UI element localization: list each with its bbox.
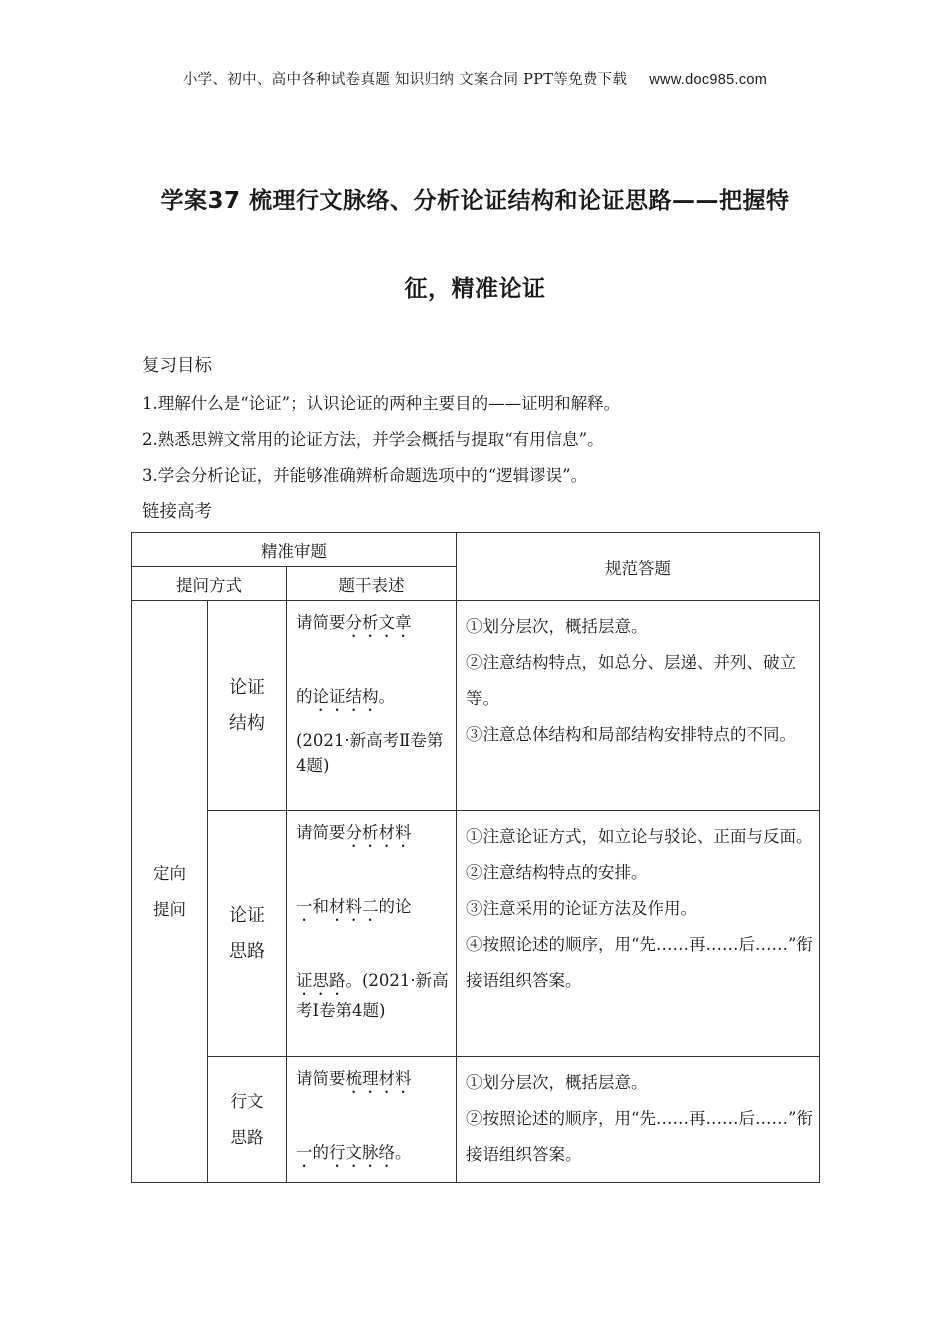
- row3-stem-b-mid: 的: [312, 1143, 329, 1162]
- row3-answer-2: ②按照论述的顺序，用“先……再……后……”衔接语组织答案。: [466, 1109, 813, 1164]
- row2-stem-b-dot: 一: [296, 897, 313, 916]
- review-goal-2: 2.熟悉思辨文常用的论证方法，并学会概括与提取“有用信息”。: [142, 430, 604, 449]
- row2-type: 论证思路: [229, 904, 265, 962]
- page-header: [0, 68, 950, 89]
- row2-stem-b-dot2: 材料二: [329, 897, 379, 916]
- row1-type-cell: [208, 601, 287, 811]
- review-goal-3: 3.学会分析论证，并能够准确辨析命题选项中的“逻辑谬误”。: [142, 466, 588, 485]
- row3-stem-b-end: 。: [395, 1143, 412, 1162]
- row3-answer-1: ①划分层次，概括层意。: [466, 1073, 648, 1092]
- row1-stem: [287, 601, 457, 811]
- row1-stem-b-end: 。: [378, 687, 395, 706]
- review-goals-heading: 复习目标: [142, 356, 212, 376]
- row1-stem-c: (2021·新高考Ⅱ卷第4题): [296, 731, 444, 775]
- row2-stem-b-end: 的论: [378, 897, 412, 916]
- header-standard-answer: 规范答题: [457, 533, 820, 601]
- header-text: 小学、初中、高中各种试卷真题 知识归纳 文案合同 PPT等免费下载: [182, 72, 628, 88]
- category-cell: [132, 601, 208, 1183]
- exam-table: [131, 532, 820, 1183]
- link-exam-heading: 链接高考: [142, 502, 212, 522]
- row3-type-cell: [208, 1057, 287, 1183]
- row1-stem-a: 请简要: [296, 613, 346, 632]
- row2-stem-b-mid: 和: [312, 897, 329, 916]
- row3-type: 行文思路: [230, 1091, 264, 1147]
- row1-answers: [457, 601, 820, 811]
- row2-stem-a: 请简要: [296, 823, 346, 842]
- page-title-line2: 征，精准论证: [404, 276, 546, 302]
- header-question-way: 提问方式: [132, 567, 287, 601]
- row2-type-cell: [208, 811, 287, 1057]
- page-title-line1: 学案37 梳理行文脉络、分析论证结构和论证思路——把握特: [160, 188, 790, 214]
- header-question-stem: 题干表述: [287, 567, 457, 601]
- row1-answer-1: ①划分层次，概括层意。: [466, 617, 648, 636]
- row1-stem-b: 的: [296, 687, 313, 706]
- row3-answers: [457, 1057, 820, 1183]
- row3-stem-b-dot: 一: [296, 1143, 313, 1162]
- row2-answer-1: ①注意论证方式，如立论与驳论、正面与反面。: [466, 827, 813, 846]
- row3-stem-a-dot: 梳理材料: [345, 1069, 412, 1088]
- header-site[interactable]: www.doc985.com: [649, 72, 768, 88]
- row1-stem-a-dot: 分析文章: [345, 613, 412, 632]
- row3-stem-a: 请简要: [296, 1069, 346, 1088]
- row2-answer-3: ③注意采用的论证方法及作用。: [466, 899, 698, 918]
- header-precise-reading: 精准审题: [132, 533, 457, 567]
- row1-stem-b-dot: 论证结构: [312, 687, 379, 706]
- row2-answer-2: ②注意结构特点的安排。: [466, 863, 648, 882]
- row2-answers: [457, 811, 820, 1057]
- row2-stem-a-dot: 分析材料: [345, 823, 412, 842]
- row2-answer-4: ④按照论述的顺序，用“先……再……后……”衔接语组织答案。: [466, 935, 813, 990]
- row1-answer-3: ③注意总体结构和局部结构安排特点的不同。: [466, 725, 797, 744]
- row3-stem-b-dot2: 行文脉络: [329, 1143, 395, 1162]
- review-goal-1: 1.理解什么是“论证”；认识论证的两种主要目的——证明和解释。: [142, 394, 621, 413]
- row3-stem: [287, 1057, 457, 1183]
- category-label: 定向提问: [153, 863, 186, 919]
- row1-answer-2: ②注意结构特点，如总分、层递、并列、破立等。: [466, 653, 797, 708]
- row2-stem: [287, 811, 457, 1057]
- row2-stem-c: 。(2021·新高考Ⅰ卷第4题): [296, 971, 449, 1020]
- row2-stem-c-dot: 证思路: [296, 971, 346, 990]
- row1-type: 论证结构: [229, 676, 265, 734]
